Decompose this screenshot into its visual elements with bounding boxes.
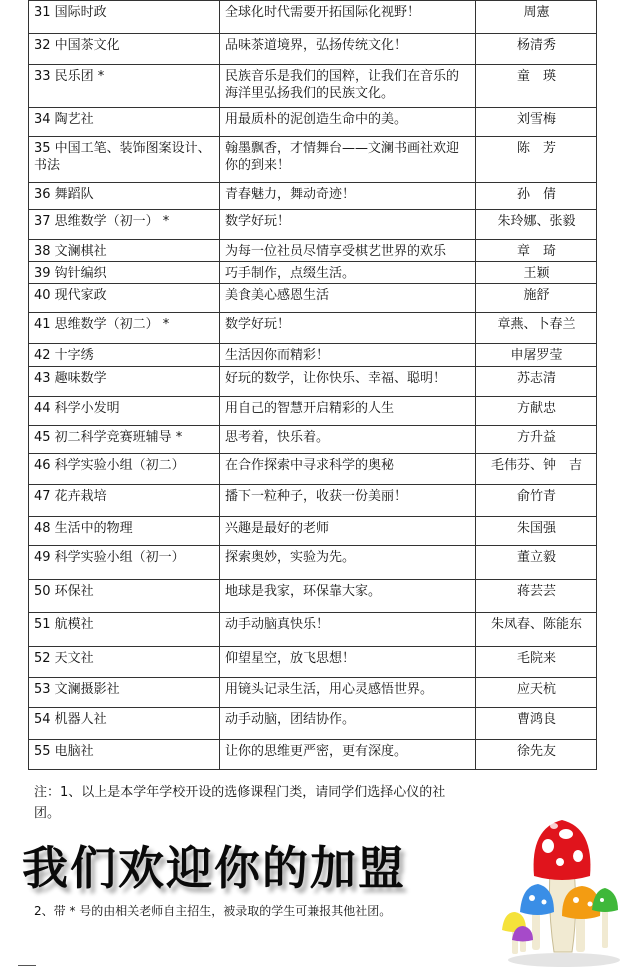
club-name-cell: 32 中国茶文化 — [29, 34, 220, 65]
club-teacher-cell: 应天杭 — [476, 678, 597, 708]
club-name-cell: 34 陶艺社 — [29, 108, 220, 137]
club-row — [29, 397, 597, 426]
club-teacher-cell: 陈 芳 — [476, 137, 597, 183]
club-motto-cell: 在合作探索中寻求科学的奥秘 — [220, 454, 476, 485]
club-name-cell: 48 生活中的物理 — [29, 517, 220, 546]
club-name-cell: 52 天文社 — [29, 647, 220, 678]
club-teacher-cell: 朱玲娜、张毅 — [476, 210, 597, 240]
club-row — [29, 34, 597, 65]
club-teacher-cell: 王颖 — [476, 262, 597, 284]
club-row — [29, 454, 597, 485]
club-row — [29, 313, 597, 344]
club-motto-cell: 美食美心感恩生活 — [220, 284, 476, 313]
club-name-cell: 54 机器人社 — [29, 708, 220, 740]
club-teacher-cell: 申屠罗莹 — [476, 344, 597, 367]
club-row — [29, 367, 597, 397]
green-mushroom-icon — [592, 888, 618, 948]
club-motto-cell: 动手动脑真快乐！ — [220, 613, 476, 647]
club-motto-cell: 用最质朴的泥创造生命中的美。 — [220, 108, 476, 137]
club-name-cell: 40 现代家政 — [29, 284, 220, 313]
club-teacher-cell: 俞竹青 — [476, 485, 597, 517]
club-row — [29, 485, 597, 517]
club-motto-cell: 用镜头记录生活，用心灵感悟世界。 — [220, 678, 476, 708]
club-name-cell: 51 航模社 — [29, 613, 220, 647]
club-row — [29, 740, 597, 770]
club-teacher-cell: 方献忠 — [476, 397, 597, 426]
club-motto-cell: 青春魅力，舞动奇迹！ — [220, 183, 476, 210]
club-teacher-cell: 苏志清 — [476, 367, 597, 397]
club-name-cell: 33 民乐团 * — [29, 65, 220, 108]
club-teacher-cell: 章 琦 — [476, 240, 597, 262]
note-1: 注：1、以上是本学年学校开设的选修课程门类，请同学们选择心仪的社团。 — [34, 785, 446, 821]
club-row — [29, 517, 597, 546]
club-table-body — [29, 1, 597, 770]
club-row — [29, 546, 597, 580]
club-motto-cell: 为每一位社员尽情享受棋艺世界的欢乐 — [220, 240, 476, 262]
club-teacher-cell: 朱国强 — [476, 517, 597, 546]
club-name-cell: 43 趣味数学 — [29, 367, 220, 397]
club-row — [29, 580, 597, 613]
club-name-cell: 50 环保社 — [29, 580, 220, 613]
club-motto-cell: 探索奥妙，实验为先。 — [220, 546, 476, 580]
club-name-cell: 55 电脑社 — [29, 740, 220, 770]
club-row — [29, 678, 597, 708]
club-teacher-cell: 毛院来 — [476, 647, 597, 678]
club-motto-cell: 兴趣是最好的老师 — [220, 517, 476, 546]
club-name-cell: 42 十字绣 — [29, 344, 220, 367]
club-teacher-cell: 童 瑛 — [476, 65, 597, 108]
club-teacher-cell: 刘雪梅 — [476, 108, 597, 137]
club-motto-cell: 播下一粒种子，收获一份美丽！ — [220, 485, 476, 517]
club-motto-cell: 民族音乐是我们的国粹，让我们在音乐的海洋里弘扬我们的民族文化。 — [220, 65, 476, 108]
club-motto-cell: 数学好玩！ — [220, 313, 476, 344]
club-motto-cell: 动手动脑，团结协作。 — [220, 708, 476, 740]
club-name-cell: 38 文澜棋社 — [29, 240, 220, 262]
club-row — [29, 426, 597, 454]
note-2: 2、带 * 号的由相关老师自主招生，被录取的学生可兼报其他社团。 — [34, 904, 392, 918]
club-row — [29, 137, 597, 183]
club-row — [29, 284, 597, 313]
club-motto-cell: 地球是我家，环保靠大家。 — [220, 580, 476, 613]
club-motto-cell: 生活因你而精彩！ — [220, 344, 476, 367]
mushroom-illustration — [498, 812, 625, 968]
club-motto-cell: 好玩的数学，让你快乐、幸福、聪明！ — [220, 367, 476, 397]
club-row — [29, 613, 597, 647]
welcome-banner: 我们欢迎你的加盟 — [22, 841, 406, 895]
club-name-cell: 35 中国工笔、装饰图案设计、书法 — [29, 137, 220, 183]
club-teacher-cell: 杨清秀 — [476, 34, 597, 65]
club-motto-cell: 巧手制作，点缀生活。 — [220, 262, 476, 284]
club-teacher-cell: 施舒 — [476, 284, 597, 313]
club-name-cell: 53 文澜摄影社 — [29, 678, 220, 708]
club-teacher-cell: 曹鸿良 — [476, 708, 597, 740]
club-row — [29, 240, 597, 262]
club-row — [29, 262, 597, 284]
club-name-cell: 39 钩针编织 — [29, 262, 220, 284]
club-row — [29, 708, 597, 740]
club-teacher-cell: 蒋芸芸 — [476, 580, 597, 613]
club-name-cell: 49 科学实验小组（初一） — [29, 546, 220, 580]
club-name-cell: 41 思维数学（初二） * — [29, 313, 220, 344]
club-row — [29, 1, 597, 34]
club-motto-cell: 用自己的智慧开启精彩的人生 — [220, 397, 476, 426]
club-motto-cell: 全球化时代需要开拓国际化视野！ — [220, 1, 476, 34]
club-motto-cell: 翰墨飘香，才情舞台——文澜书画社欢迎你的到来！ — [220, 137, 476, 183]
club-name-cell: 47 花卉栽培 — [29, 485, 220, 517]
club-teacher-cell: 章燕、卜春兰 — [476, 313, 597, 344]
club-motto-cell: 仰望星空，放飞思想！ — [220, 647, 476, 678]
club-motto-cell: 让你的思维更严密，更有深度。 — [220, 740, 476, 770]
club-teacher-cell: 毛伟芬、钟 吉 — [476, 454, 597, 485]
club-teacher-cell: 徐先友 — [476, 740, 597, 770]
club-motto-cell: 思考着，快乐着。 — [220, 426, 476, 454]
club-motto-cell: 品味茶道境界，弘扬传统文化！ — [220, 34, 476, 65]
club-row — [29, 183, 597, 210]
club-name-cell: 45 初二科学竞赛班辅导 * — [29, 426, 220, 454]
club-name-cell: 36 舞蹈队 — [29, 183, 220, 210]
divider — [18, 965, 36, 966]
club-row — [29, 647, 597, 678]
club-row — [29, 210, 597, 240]
club-name-cell: 46 科学实验小组（初二） — [29, 454, 220, 485]
club-row — [29, 344, 597, 367]
club-name-cell: 31 国际时政 — [29, 1, 220, 34]
club-motto-cell: 数学好玩！ — [220, 210, 476, 240]
club-teacher-cell: 董立毅 — [476, 546, 597, 580]
ground-shadow — [508, 953, 620, 967]
club-row — [29, 65, 597, 108]
club-row — [29, 108, 597, 137]
club-teacher-cell: 方升益 — [476, 426, 597, 454]
club-teacher-cell: 朱凤春、陈能东 — [476, 613, 597, 647]
club-table — [28, 0, 597, 770]
club-teacher-cell: 孙 倩 — [476, 183, 597, 210]
club-name-cell: 44 科学小发明 — [29, 397, 220, 426]
club-teacher-cell: 周憲 — [476, 1, 597, 34]
club-name-cell: 37 思维数学（初一） * — [29, 210, 220, 240]
